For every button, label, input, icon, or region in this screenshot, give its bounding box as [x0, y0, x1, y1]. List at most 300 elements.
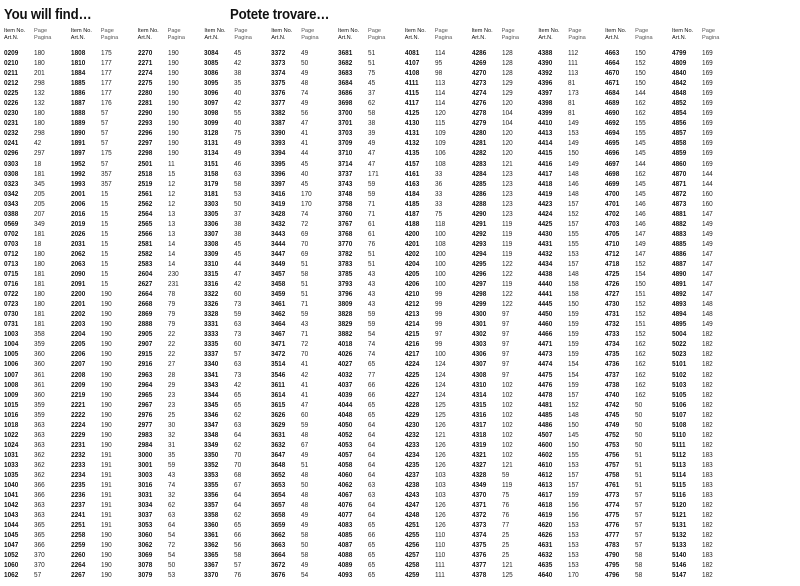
page-number: 146	[635, 218, 646, 228]
page-number: 53	[167, 570, 175, 580]
page-number: 12	[167, 198, 175, 208]
item-number: 5108	[671, 419, 687, 429]
page-number: 150	[635, 78, 646, 88]
item-number: 5101	[671, 359, 687, 369]
item-number: 3467	[271, 329, 286, 339]
page-number: 157	[568, 469, 580, 479]
item-number: 4288	[471, 198, 486, 208]
item-number: 4689	[605, 98, 620, 108]
page-number: 65	[234, 389, 242, 399]
item-number: 2224	[70, 419, 86, 429]
index-row	[605, 490, 672, 500]
page-number: 97	[501, 329, 509, 339]
index-row	[138, 440, 205, 450]
page-number: 345	[34, 178, 45, 188]
page-number: 65	[367, 409, 376, 419]
index-row	[538, 570, 605, 580]
item-number: 3374	[271, 68, 286, 78]
item-number: 3134	[204, 148, 219, 158]
item-number: 4848	[671, 88, 687, 98]
page-number: 70	[301, 238, 309, 248]
page-number: 362	[34, 459, 45, 469]
item-number: 3682	[337, 58, 353, 68]
item-number: 0210	[4, 58, 19, 68]
index-column	[338, 26, 405, 584]
page-number: 68	[234, 469, 242, 479]
index-row	[405, 309, 472, 319]
item-number: 1003	[4, 329, 19, 339]
item-number: 2280	[137, 88, 152, 98]
page-number: 157	[568, 218, 580, 228]
index-row	[271, 359, 338, 369]
item-number: 1993	[70, 178, 86, 188]
index-row	[271, 490, 338, 500]
index-row	[338, 480, 405, 490]
index-row	[538, 480, 605, 490]
page-number: 64	[367, 459, 376, 469]
index-row	[4, 138, 71, 148]
page-number: 97	[501, 319, 509, 329]
index-row	[405, 118, 472, 128]
index-row	[4, 520, 71, 530]
item-number: 4486	[538, 419, 553, 429]
page-number: 81	[568, 108, 576, 118]
page-number: 63	[367, 490, 376, 500]
page-number: 49	[301, 98, 309, 108]
page-number: 103	[434, 469, 446, 479]
item-number: 0722	[4, 289, 19, 299]
page-header	[4, 6, 796, 28]
index-row	[138, 48, 205, 58]
index-row	[405, 550, 472, 560]
item-number: 3652	[271, 469, 286, 479]
page-number-header: Page Pagina	[635, 28, 653, 41]
index-row	[138, 410, 205, 420]
item-number: 4212	[404, 299, 420, 309]
index-row	[338, 380, 405, 390]
index-row	[472, 58, 539, 68]
page-number: 59	[367, 178, 376, 188]
index-row	[271, 349, 338, 359]
item-number: 4226	[404, 379, 420, 389]
item-number: 5146	[671, 560, 687, 570]
page-number: 59	[367, 309, 376, 319]
item-number: 4857	[671, 128, 687, 138]
page-number: 60	[234, 289, 242, 299]
item-number: 4620	[538, 520, 553, 530]
index-row	[672, 339, 739, 349]
page-number: 190	[100, 570, 112, 580]
index-row	[605, 68, 672, 78]
page-number: 114	[434, 88, 446, 98]
page-number: 182	[701, 439, 713, 449]
index-row	[204, 279, 271, 289]
item-number: 3376	[271, 88, 286, 98]
item-number: 3344	[204, 389, 219, 399]
index-row	[472, 570, 539, 580]
index-row	[204, 299, 271, 309]
page-number: 150	[568, 148, 580, 158]
item-number: 1024	[4, 439, 19, 449]
page-number: 40	[301, 168, 309, 178]
item-number: 3458	[271, 279, 286, 289]
item-number: 3449	[271, 258, 286, 268]
page-number: 64	[367, 510, 376, 520]
index-row	[338, 219, 405, 229]
index-row	[472, 329, 539, 339]
page-number: 32	[167, 490, 175, 500]
page-number: 180	[34, 258, 45, 268]
index-row	[138, 209, 205, 219]
index-row	[71, 68, 138, 78]
item-number: 4890	[671, 269, 687, 279]
item-number: 4375	[471, 540, 486, 550]
item-number: 5140	[671, 550, 687, 560]
page-number: 170	[301, 188, 312, 198]
item-number-header: Item No. Art.N.	[538, 28, 560, 41]
item-number: 1884	[70, 68, 86, 78]
item-number: 2967	[137, 399, 152, 409]
index-row	[138, 450, 205, 460]
index-row	[605, 450, 672, 460]
page-number: 41	[301, 359, 309, 369]
item-number: 3085	[204, 58, 219, 68]
page-number: 43	[367, 289, 376, 299]
page-number: 99	[434, 339, 442, 349]
index-row	[204, 118, 271, 128]
page-number: 126	[434, 419, 446, 429]
page-number: 25	[501, 530, 509, 540]
page-number: 25	[501, 540, 509, 550]
index-row	[71, 78, 138, 88]
index-row	[138, 189, 205, 199]
item-number: 4039	[337, 389, 353, 399]
page-number: 51	[367, 48, 376, 57]
page-number: 169	[701, 108, 713, 118]
item-number: 4248	[404, 510, 420, 520]
page-number: 362	[34, 449, 45, 459]
page-number: 169	[701, 88, 713, 98]
page-number: 149	[568, 118, 580, 128]
item-number: 3654	[271, 490, 286, 500]
index-row	[138, 430, 205, 440]
page-number: 15	[100, 188, 108, 198]
item-number: 4227	[404, 389, 420, 399]
index-row	[138, 68, 205, 78]
item-number: 4703	[605, 218, 620, 228]
item-number: 4374	[471, 530, 486, 540]
index-row	[271, 259, 338, 269]
index-row	[405, 339, 472, 349]
item-number: 3684	[337, 78, 353, 88]
item-number: 2207	[70, 359, 86, 369]
page-number: 357	[100, 168, 112, 178]
index-row	[338, 570, 405, 580]
item-number-header: Item No. Art.N.	[70, 28, 92, 41]
index-row	[204, 430, 271, 440]
page-number: 159	[568, 490, 580, 500]
item-number: 3615	[271, 399, 286, 409]
item-number: 4308	[471, 369, 486, 379]
item-number: 4690	[605, 108, 620, 118]
item-number: 4115	[404, 88, 419, 98]
index-column	[204, 26, 271, 584]
index-row	[271, 289, 338, 299]
index-row	[4, 510, 71, 520]
item-number: 3060	[137, 530, 152, 540]
item-number: 4737	[605, 369, 620, 379]
item-number: 4318	[471, 429, 486, 439]
index-row	[71, 540, 138, 550]
index-row	[71, 299, 138, 309]
page-number: 155	[568, 228, 580, 238]
page-number: 41	[301, 389, 309, 399]
index-row	[405, 48, 472, 58]
page-number: 48	[301, 429, 309, 439]
index-row	[605, 390, 672, 400]
page-number: 190	[100, 530, 112, 540]
index-row	[204, 128, 271, 138]
item-number-header: Item No. Art.N.	[404, 28, 426, 41]
index-row	[4, 68, 71, 78]
item-number: 3796	[337, 289, 353, 299]
index-row	[271, 420, 338, 430]
item-number: 4376	[471, 550, 486, 560]
page-number: 113	[568, 68, 579, 78]
index-row	[338, 289, 405, 299]
page-number: 190	[100, 439, 112, 449]
index-row	[4, 530, 71, 540]
page-number: 169	[701, 128, 713, 138]
item-number: 4481	[538, 399, 553, 409]
index-row	[538, 169, 605, 179]
index-row	[538, 510, 605, 520]
item-number: 3001	[137, 459, 152, 469]
index-row	[672, 299, 739, 309]
item-number: 2565	[137, 218, 152, 228]
item-number: 4742	[605, 399, 620, 409]
index-row	[605, 239, 672, 249]
item-number: 1015	[4, 399, 19, 409]
index-row	[138, 259, 205, 269]
item-number: 0715	[4, 269, 19, 279]
page-number: 153	[568, 459, 580, 469]
item-number: 4269	[471, 58, 486, 68]
item-number: 4188	[404, 218, 420, 228]
index-row	[605, 349, 672, 359]
item-number: 4062	[337, 480, 353, 490]
item-number: 4135	[404, 148, 420, 158]
index-row	[538, 148, 605, 158]
item-number: 2518	[137, 168, 152, 178]
page-number: 51	[635, 449, 643, 459]
page-number: 35	[167, 449, 175, 459]
index-row	[138, 169, 205, 179]
item-number: 0230	[4, 108, 19, 118]
index-row	[605, 339, 672, 349]
index-row	[605, 98, 672, 108]
page-number: 47	[301, 399, 309, 409]
item-number: 4430	[538, 228, 553, 238]
item-number: 4852	[671, 98, 687, 108]
page-number: 33	[434, 168, 442, 178]
index-row	[271, 138, 338, 148]
item-number: 2031	[70, 238, 86, 248]
item-number: 3356	[204, 490, 219, 500]
page-number: 40	[234, 88, 242, 98]
page-number: 155	[568, 449, 580, 459]
index-row	[405, 560, 472, 570]
item-number: 4117	[404, 98, 419, 108]
index-row	[71, 520, 138, 530]
page-number: 154	[568, 369, 580, 379]
page-number: 38	[367, 118, 376, 128]
item-number: 3151	[204, 158, 219, 168]
index-row	[472, 259, 539, 269]
index-row	[138, 520, 205, 530]
index-row	[271, 480, 338, 490]
index-row	[138, 309, 205, 319]
item-number: 3663	[271, 540, 286, 550]
page-number: 205	[34, 198, 45, 208]
index-row	[271, 390, 338, 400]
page-number: 62	[234, 510, 242, 520]
item-number: 4749	[605, 419, 620, 429]
item-number: 3785	[337, 269, 353, 279]
index-row	[672, 309, 739, 319]
index-row	[472, 88, 539, 98]
page-number: 360	[34, 349, 45, 359]
page-number: 99	[434, 319, 442, 329]
index-row	[204, 289, 271, 299]
item-number: 2090	[70, 269, 86, 279]
page-number: 45	[234, 248, 242, 258]
item-number: 4727	[605, 289, 620, 299]
item-number: 3309	[204, 248, 219, 258]
page-number: 35	[234, 78, 242, 88]
index-row	[472, 420, 539, 430]
index-row	[71, 510, 138, 520]
page-number-header: Page Pagina	[34, 28, 52, 41]
item-number: 4699	[605, 178, 620, 188]
item-number: 4032	[337, 369, 353, 379]
page-number: 120	[501, 148, 513, 158]
page-number: 43	[367, 299, 376, 309]
page-number: 180	[34, 108, 45, 118]
index-row	[71, 319, 138, 329]
item-number: 5004	[671, 329, 687, 339]
page-number: 100	[434, 279, 446, 289]
page-number: 114	[434, 98, 446, 108]
item-number: 4273	[471, 78, 486, 88]
index-row	[405, 480, 472, 490]
item-number: 4291	[471, 218, 486, 228]
page-number: 349	[34, 218, 45, 228]
index-row	[338, 269, 405, 279]
index-row	[138, 269, 205, 279]
item-number: 2241	[70, 510, 86, 520]
index-row	[71, 199, 138, 209]
page-number: 182	[701, 500, 713, 510]
page-number: 102	[501, 449, 513, 459]
item-number: 3629	[271, 419, 286, 429]
index-row	[405, 500, 472, 510]
page-number: 18	[34, 238, 42, 248]
index-row	[605, 58, 672, 68]
page-number: 182	[701, 520, 713, 530]
page-number: 147	[701, 279, 713, 289]
page-number: 183	[701, 469, 713, 479]
index-row	[338, 88, 405, 98]
index-row	[605, 249, 672, 259]
page-number: 23	[167, 399, 175, 409]
page-number: 182	[701, 389, 713, 399]
index-row	[472, 430, 539, 440]
item-number: 4205	[404, 269, 420, 279]
index-row	[605, 329, 672, 339]
item-number: 4684	[605, 88, 620, 98]
item-number: 2233	[70, 459, 86, 469]
index-row	[271, 128, 338, 138]
page-number: 162	[635, 359, 646, 369]
index-row	[472, 450, 539, 460]
index-row	[472, 370, 539, 380]
page-number: 31	[167, 439, 175, 449]
index-row	[472, 530, 539, 540]
item-number: 4745	[605, 409, 620, 419]
index-row	[138, 349, 205, 359]
page-number: 64	[234, 429, 242, 439]
page-number: 173	[568, 88, 580, 98]
page-number: 54	[167, 530, 175, 540]
page-number: 153	[568, 248, 580, 258]
index-row	[605, 229, 672, 239]
item-number: 4044	[337, 399, 353, 409]
index-row	[405, 370, 472, 380]
item-number: 3179	[204, 178, 219, 188]
item-number: 4799	[671, 48, 687, 57]
item-number: 2977	[137, 419, 152, 429]
index-row	[338, 339, 405, 349]
page-number: 22	[167, 339, 175, 349]
index-row	[672, 68, 739, 78]
index-row	[672, 289, 739, 299]
item-number: 4478	[538, 389, 553, 399]
page-number: 148	[568, 409, 580, 419]
page-number: 124	[434, 389, 446, 399]
index-row	[672, 108, 739, 118]
item-number: 2235	[70, 480, 86, 490]
index-row	[4, 400, 71, 410]
page-number: 113	[434, 78, 446, 88]
item-number: 4431	[538, 238, 553, 248]
index-row	[405, 229, 472, 239]
item-number: 3829	[337, 319, 353, 329]
item-number: 4695	[605, 138, 620, 148]
page-number: 153	[568, 550, 580, 560]
page-number: 145	[568, 429, 580, 439]
page-number: 162	[635, 98, 646, 108]
item-number: 4257	[404, 550, 420, 560]
index-row	[405, 128, 472, 138]
index-row	[338, 128, 405, 138]
index-row	[405, 540, 472, 550]
index-row	[405, 159, 472, 169]
index-row	[138, 289, 205, 299]
index-row	[204, 98, 271, 108]
index-row	[138, 98, 205, 108]
item-number: 1044	[4, 520, 19, 530]
